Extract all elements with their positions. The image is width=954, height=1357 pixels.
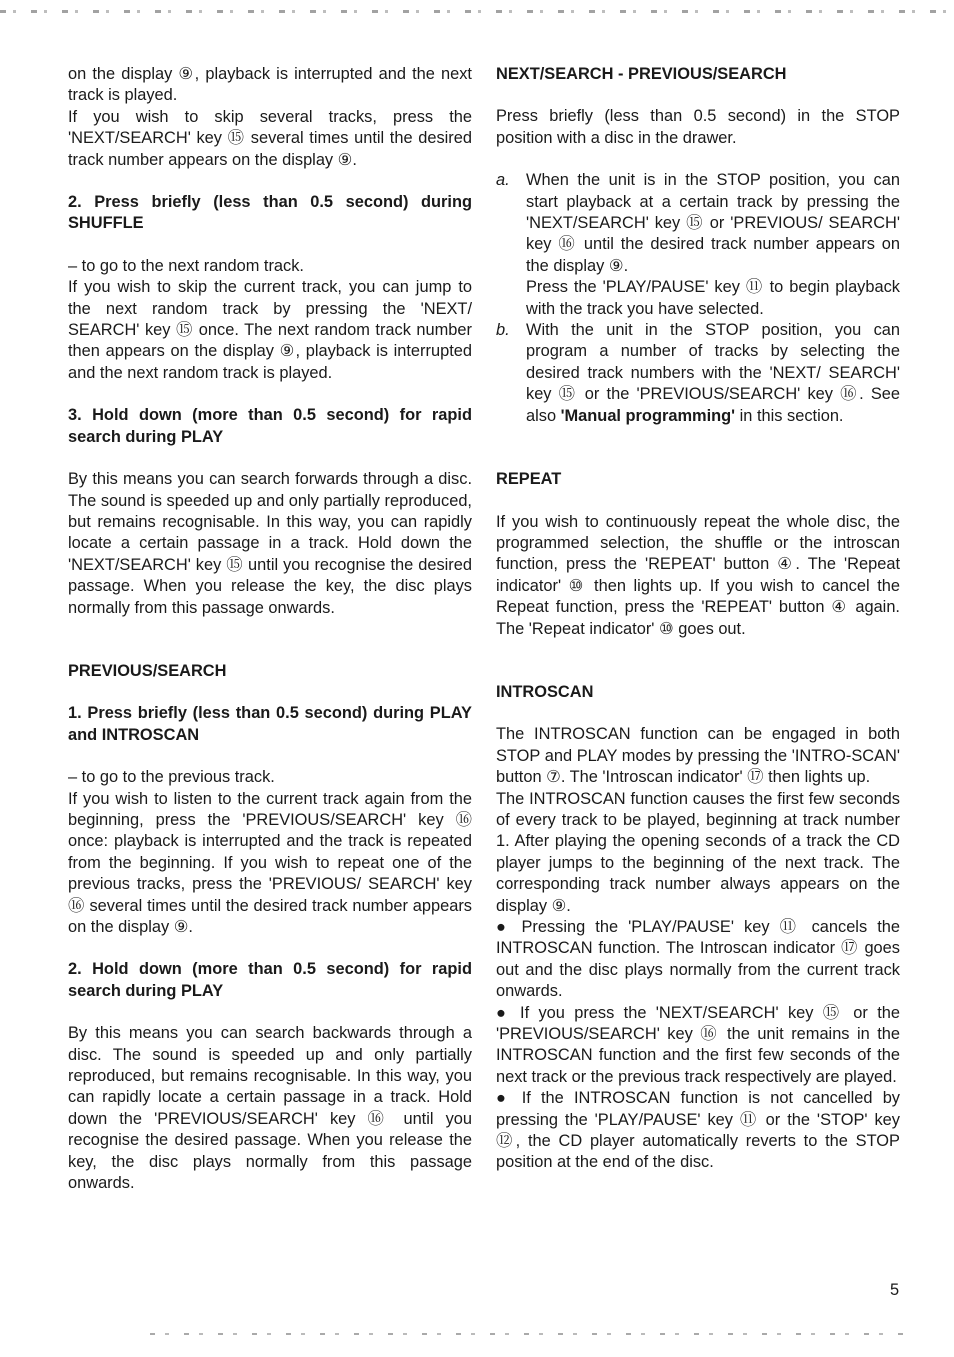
paragraph: – to go to the next random track. xyxy=(68,256,304,275)
paragraph: – to go to the previous track. xyxy=(68,768,275,787)
paragraph: By this means you can search backwards through a disc. The sound is speeded up and only partially reproduced, but remains recognisable. In this way, you can rapidly locate a certain passage in a track. Hold down the 'PREVIOUS/SEARCH' key ⑯ until you recognise the desired passage. When you release the key, the disc plays normally from this passage onwards. xyxy=(68,1024,472,1193)
section-heading-press-briefly-previous: 1. Press briefly (less than 0.5 second) during PLAY and INTROSCAN xyxy=(68,704,472,744)
list-marker: a. xyxy=(496,171,510,190)
paragraph: If you wish to skip several tracks, press the 'NEXT/SEARCH' key ⑮ several times until the desired track number appears on the display ⑨. xyxy=(68,107,472,169)
list-marker: b. xyxy=(496,321,510,340)
page-number: 5 xyxy=(890,1281,900,1299)
paragraph: If you wish to continuously repeat the whole disc, the programmed selection, the shuffle or the introscan function, press the 'REPEAT' button ④. The 'Repeat indicator' ⑩ then lights up. If you wish to cancel the Repeat function, press the 'REPEAT' button ④ again. The 'Repeat indicator' ⑩ goes out. xyxy=(496,512,900,638)
section-heading-previous-search: PREVIOUS/SEARCH xyxy=(68,661,227,680)
paragraph: The INTROSCAN function causes the first few seconds of every track to be played, beginning at track number 1. After playing the opening seconds of a track the CD player jumps to the beginning of the next track. The corresponding track number always appears on the display ⑨. xyxy=(496,789,900,915)
section-heading-next-previous-search: NEXT/SEARCH - PREVIOUS/SEARCH xyxy=(496,65,787,83)
paragraph: Press briefly (less than 0.5 second) in the STOP position with a disc in the drawer. xyxy=(496,107,900,147)
text-run: in this section. xyxy=(735,406,844,425)
paragraph: When the unit is in the STOP position, you can start playback at a certain track by pressing the 'NEXT/SEARCH' key ⑮ or 'PREVIOUS/ SEARCH' key ⑯ until the desired track number appears on the display ⑨. xyxy=(526,171,900,275)
section-heading-repeat: REPEAT xyxy=(496,470,562,489)
paragraph: ● If the INTROSCAN function is not cancelled by pressing the 'PLAY/PAUSE' key ⑪ or the 'STOP' key ⑫, the CD player automatically reverts to the STOP position at the end of the disc. xyxy=(496,1089,900,1172)
paragraph: By this means you can search forwards through a disc. The sound is speeded up and only partially reproduced, but remains recognisable. In this way, you can rapidly locate a certain passage in a track. Hold down the 'NEXT/SEARCH' key ⑮ until you recognise the desired passage. When you release the key, the disc plays normally from this passage onwards. xyxy=(68,470,472,617)
right-column xyxy=(496,64,900,1174)
paragraph: Press the 'PLAY/PAUSE' key ⑪ to begin playback with the track you have selected. xyxy=(526,278,900,318)
paragraph xyxy=(526,320,900,427)
text-run: With the unit in the STOP position, you can program a number of tracks by selecting the desired track numbers with the 'NEXT/ SEARCH' key ⑮ or the 'PREVIOUS/SEARCH' key ⑯. See also xyxy=(526,321,900,425)
paragraph: The INTROSCAN function can be engaged in both STOP and PLAY modes by pressing the 'INTRO-SCAN' button ⑦. The 'Introscan indicator' ⑰ then lights up. xyxy=(496,725,900,787)
section-heading-shuffle: 2. Press briefly (less than 0.5 second) during SHUFFLE xyxy=(68,193,472,233)
section-heading-rapid-search-forward: 3. Hold down (more than 0.5 second) for rapid search during PLAY xyxy=(68,406,472,446)
paragraph: If you wish to listen to the current track again from the beginning, press the 'PREVIOUS/SEARCH' key ⑯ once: playback is interrupted and the track is repeated from the beginning. If you wish to repeat one of the previous tracks, press the 'PREVIOUS/ SEARCH' key ⑯ several times until the desired track number appears on the display ⑨. xyxy=(68,789,472,936)
manual-programming-reference: 'Manual programming' xyxy=(560,406,736,425)
left-column xyxy=(68,64,472,1194)
section-heading-introscan: INTROSCAN xyxy=(496,682,594,701)
paragraph: ● If you press the 'NEXT/SEARCH' key ⑮ or the 'PREVIOUS/SEARCH' key ⑯ the unit remains in the INTROSCAN function and the first few seconds of the next track or the previous track respectively are played. xyxy=(496,1003,900,1086)
paragraph: ● Pressing the 'PLAY/PAUSE' key ⑪ cancels the INTROSCAN function. The Introscan indicator ⑰ goes out and the disc plays normally from the current track onwards. xyxy=(496,918,900,1001)
section-heading-rapid-search-backward: 2. Hold down (more than 0.5 second) for rapid search during PLAY xyxy=(68,960,472,1000)
list-item-b xyxy=(496,320,900,427)
paragraph: If you wish to skip the current track, you can jump to the next random track by pressing the 'NEXT/ SEARCH' key ⑮ once. The next random track number then appears on the display ⑨, playback is interrupted and the next random track is played. xyxy=(68,278,472,382)
scan-artifact-top xyxy=(0,10,954,13)
paragraph: on the display ⑨, playback is interrupted and the next track is played. xyxy=(68,65,472,105)
list-item-a xyxy=(496,170,900,320)
scan-artifact-bottom xyxy=(150,1333,910,1335)
